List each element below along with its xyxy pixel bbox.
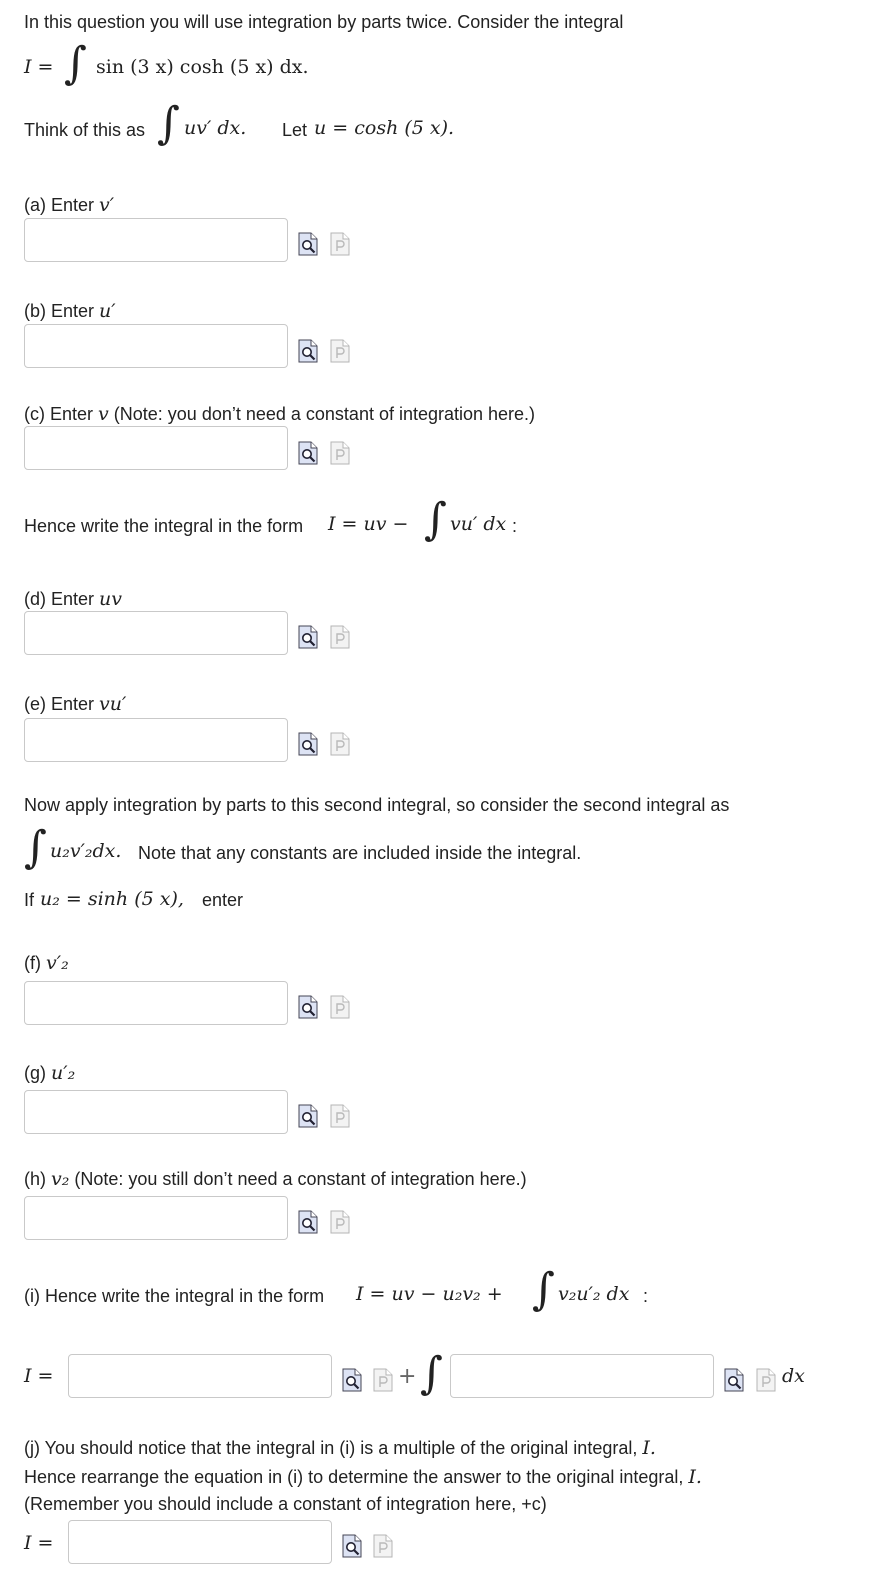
colon: : xyxy=(512,516,518,536)
part-i-input-2[interactable] xyxy=(450,1354,714,1398)
format-help-icon[interactable] xyxy=(330,995,350,1019)
format-help-icon[interactable] xyxy=(330,441,350,465)
part-a-input[interactable] xyxy=(24,218,288,262)
let-text: Let xyxy=(282,120,308,140)
intro-text: In this question you will use integration by parts twice. Consider the integral xyxy=(24,12,624,32)
preview-icon[interactable] xyxy=(298,625,318,649)
let-u: u = cosh (5 x). xyxy=(314,117,455,139)
part-f-label: (f) v′₂ xyxy=(24,952,69,974)
integral-sign: ∫ xyxy=(24,822,47,873)
part-j-I-label: I = xyxy=(24,1532,54,1554)
colon: : xyxy=(643,1286,649,1306)
preview-icon[interactable] xyxy=(298,1104,318,1128)
preview-icon[interactable] xyxy=(298,732,318,756)
hence-form-text: Hence write the integral in the form xyxy=(24,516,304,536)
enter-text: enter xyxy=(202,890,244,910)
second-integral-expr: u₂v′₂dx. xyxy=(50,840,122,862)
part-a-label: (a) Enter v′ xyxy=(24,194,115,216)
hence-form-lhs: I = uv − xyxy=(328,513,409,535)
preview-icon[interactable] xyxy=(298,995,318,1019)
part-d-label: (d) Enter uv xyxy=(24,588,123,610)
part-i-input-1[interactable] xyxy=(68,1354,332,1398)
part-e-label: (e) Enter vu′ xyxy=(24,693,127,715)
integrand: sin (3 x) cosh (5 x) dx. xyxy=(96,56,309,78)
format-help-icon[interactable] xyxy=(330,1210,350,1234)
hence-form-rhs: vu′ dx xyxy=(450,513,507,535)
part-c-label: (c) Enter v (Note: you don’t need a constant of integration here.) xyxy=(24,403,536,425)
integral-sign: ∫ xyxy=(420,1348,443,1399)
part-j-line2: Hence rearrange the equation in (i) to determine the answer to the original integral, I. xyxy=(24,1466,702,1488)
format-help-icon[interactable] xyxy=(330,732,350,756)
part-i-rhs: v₂u′₂ dx xyxy=(558,1283,630,1305)
format-help-icon[interactable] xyxy=(330,1104,350,1128)
part-b-label: (b) Enter u′ xyxy=(24,300,116,322)
format-help-icon[interactable] xyxy=(330,339,350,363)
preview-icon[interactable] xyxy=(724,1368,744,1392)
second-integral-text: Now apply integration by parts to this second integral, so consider the second integral as xyxy=(24,795,730,815)
think-text: Think of this as xyxy=(24,120,146,140)
integral-sign: ∫ xyxy=(424,494,447,545)
part-b-input[interactable] xyxy=(24,324,288,368)
integral-sign: ∫ xyxy=(532,1264,555,1315)
part-d-input[interactable] xyxy=(24,611,288,655)
part-e-input[interactable] xyxy=(24,718,288,762)
format-help-icon[interactable] xyxy=(756,1368,776,1392)
format-help-icon[interactable] xyxy=(330,232,350,256)
integral-lhs: I = xyxy=(24,56,54,78)
part-c-input[interactable] xyxy=(24,426,288,470)
if-expr: u₂ = sinh (5 x), xyxy=(40,888,184,910)
dx-label: dx xyxy=(782,1365,805,1387)
part-h-label: (h) v₂ (Note: you still don’t need a constant of integration here.) xyxy=(24,1168,527,1190)
preview-icon[interactable] xyxy=(298,1210,318,1234)
part-i-text: (i) Hence write the integral in the form xyxy=(24,1286,325,1306)
plus-sign: + xyxy=(398,1364,417,1389)
part-f-input[interactable] xyxy=(24,981,288,1025)
part-h-input[interactable] xyxy=(24,1196,288,1240)
part-i-I-label: I = xyxy=(24,1365,54,1387)
constants-note: Note that any constants are included inside the integral. xyxy=(138,843,582,863)
integral-sign: ∫ xyxy=(157,98,180,149)
integral-sign: ∫ xyxy=(64,38,87,89)
part-i-lhs: I = uv − u₂v₂ + xyxy=(356,1283,503,1305)
preview-icon[interactable] xyxy=(298,339,318,363)
format-help-icon[interactable] xyxy=(373,1368,393,1392)
part-j-line1: (j) You should notice that the integral in (i) is a multiple of the original integral, I. xyxy=(24,1437,656,1459)
preview-icon[interactable] xyxy=(342,1368,362,1392)
preview-icon[interactable] xyxy=(342,1534,362,1558)
preview-icon[interactable] xyxy=(298,441,318,465)
part-g-input[interactable] xyxy=(24,1090,288,1134)
think-expr: uv′ dx. xyxy=(184,117,247,139)
preview-icon[interactable] xyxy=(298,232,318,256)
part-j-line3: (Remember you should include a constant of integration here, +c) xyxy=(24,1494,547,1514)
format-help-icon[interactable] xyxy=(330,625,350,649)
part-g-label: (g) u′₂ xyxy=(24,1062,76,1084)
format-help-icon[interactable] xyxy=(373,1534,393,1558)
part-j-input[interactable] xyxy=(68,1520,332,1564)
if-text: If xyxy=(24,890,35,910)
